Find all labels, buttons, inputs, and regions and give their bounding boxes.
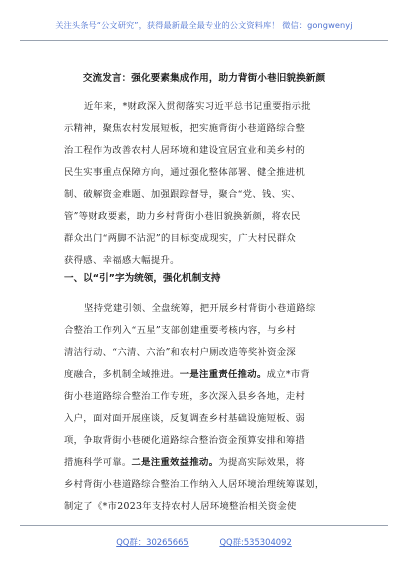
paragraph-line: 民生实事重点保障方向，通过强化整体部署、健全推进机 xyxy=(64,167,306,178)
paragraph-line: 治工程作为改善农村人居环境和建设宜居宜业和美乡村的 xyxy=(64,145,306,156)
bold-phrase: 二是注重效益推动。 xyxy=(131,457,219,468)
paragraph-line: 制定了《*市2023年支持农村人居环境整治相关资金使 xyxy=(64,501,297,512)
paragraph-line: 坚持党建引领、全盘统筹，把开展乡村背街小巷道路综 xyxy=(84,303,316,314)
paragraph-line: 合整治工作列入“五星”支部创建重要考核内容，与乡村 xyxy=(64,325,297,336)
paragraph-line: 清洁行动、“六清、六治”和农村户厕改造等奖补资金深 xyxy=(64,347,297,358)
bold-phrase: 一是注重责任推动。 xyxy=(179,369,267,380)
footer xyxy=(0,536,408,548)
qq-group-link[interactable]: QQ群:535304092 xyxy=(219,537,292,547)
footer-divider xyxy=(20,525,388,526)
paragraph-text: 成立*市背 xyxy=(266,369,311,380)
paragraph-line: 入户，面对面开展座谈，反复调查乡村基础设施短板、弱 xyxy=(64,413,306,424)
qq-group-link[interactable]: QQ群：30265665 xyxy=(116,537,189,547)
paragraph-line xyxy=(64,454,348,468)
paragraph-line: 群众出门“两脚不沾泥”的目标变成现实，广大村民群众 xyxy=(64,233,297,244)
paragraph-text: 度融合，多机制全域推进。 xyxy=(64,369,180,380)
paragraph-line: 管”等财政要素，助力乡村背街小巷旧貌换新颜，将农民 xyxy=(64,211,301,222)
section-heading: 一、以“引”字为统领，强化机制支持 xyxy=(64,273,221,284)
paragraph-line: 项，争取背街小巷硬化道路综合整治资金预算安排和筹措 xyxy=(64,435,306,446)
paragraph-line: 街小巷道路综合整治工作专班，多次深入县乡各地，走村 xyxy=(64,391,306,402)
paragraph-line: 获得感、幸福感大幅提升。 xyxy=(64,255,180,266)
paragraph-line: 近年来，*财政深入贯彻落实习近平总书记重要指示批 xyxy=(84,101,311,112)
header-divider xyxy=(20,40,388,41)
paragraph-line: 示精神，聚焦农村发展短板，把实施背街小巷道路综合整 xyxy=(64,123,306,134)
paragraph-line xyxy=(64,366,348,380)
document-title: 交流发言：强化要素集成作用，助力背街小巷旧貌换新颜 xyxy=(82,73,326,84)
paragraph-text: 为提高实际效果，将 xyxy=(218,457,306,468)
paragraph-line: 乡村背街小巷道路综合整治工作纳入人居环境治理统筹谋划， xyxy=(64,479,325,490)
paragraph-text: 措施科学可靠。 xyxy=(64,457,132,468)
paragraph-line: 制、破解资金难题、加强跟踪督导，聚合“党、钱、实、 xyxy=(64,189,301,200)
header-banner: 关注头条号“公文研究”，获得最新最全最专业的公文资料库！ 微信：gongwenyj xyxy=(55,20,353,30)
